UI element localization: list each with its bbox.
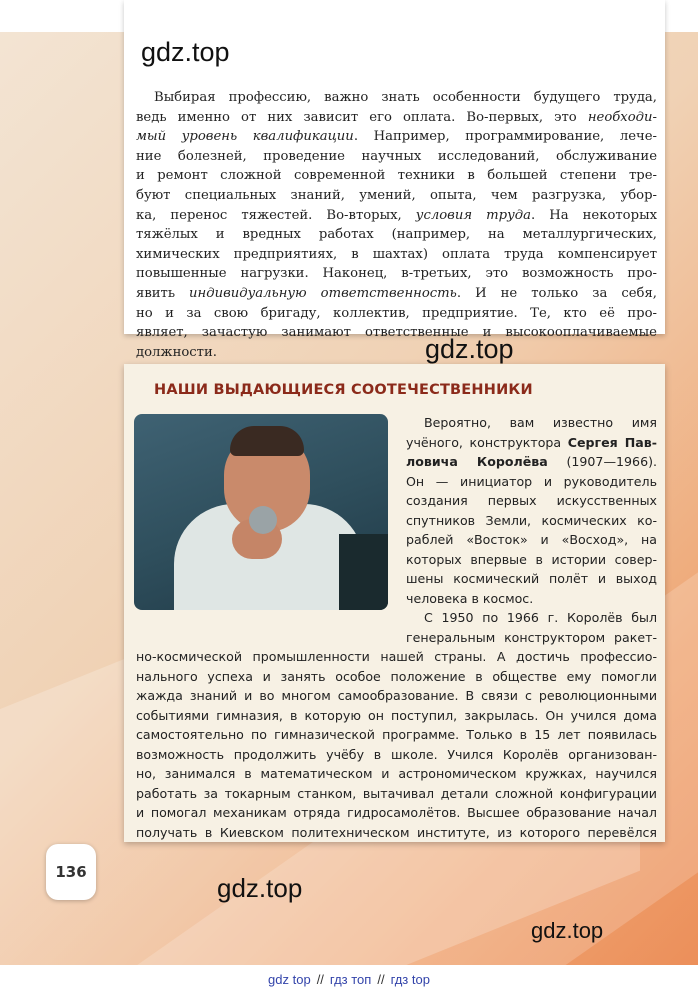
text-line: ведь именно от них зависит его оплата. Во-первых, это необходи- [136,109,657,125]
microphone-icon [249,506,277,534]
text-line: химических предприятиях, в шахтах) оплата труда компенсирует [136,246,657,262]
bottom-link[interactable]: гдз top [390,972,430,987]
text-line: человека в космос. [406,590,534,606]
photo-hair [230,426,304,456]
text-line: явить индивидуальную ответственность. И не только за себя, [136,285,657,301]
photo-equipment [339,534,388,610]
text-line: но и за свою бригаду, коллектив, предприятие. Те, кто её про- [136,305,657,321]
text-line: получать в Киевском политехническом институте, из которого перевёлся [136,824,657,840]
text-line: являет, зачастую занимают ответственные и высокооплачиваемые [136,325,657,341]
text-line: Выбирая профессию, важно знать особенности будущего труда, [154,90,657,105]
box-title: НАШИ ВЫДАЮЩИЕСЯ СООТЕЧЕСТВЕННИКИ [154,382,533,398]
text-line: которых впервые в истории совер- [406,551,657,567]
biography-full-text [136,608,657,842]
text-line: и помогал механикам отряда гидросамолётов. Высшее образование начал [136,805,657,820]
watermark: gdz.top [425,334,514,364]
text-line: мый уровень квалификации. Например, программирование, лече- [136,129,657,145]
text-line: событиями гимназия, в которую он поступил, закрылась. Он учился дома [136,707,657,723]
watermark: gdz.top [217,873,303,903]
text-line: нального успеха и занять особое положение в обществе ему помогли [136,668,657,684]
text-line: самостоятельно по гимназической программе. Только в 15 лет появилась [136,727,657,742]
watermark: gdz.top [141,37,230,67]
text-line: жажда знаний и во многом самообразование. В связи с революционными [136,688,657,703]
text-line: С 1950 по 1966 г. Королёв был [424,610,657,625]
text-line: тяжёлых и вредных работах (например, на металлургических, [136,227,657,243]
biography-side-text [406,413,657,608]
separator: // [377,972,385,987]
text-line: и ремонт сложной современной техники в большей степени тре- [136,168,657,184]
text-line: работать за токарным станком, вытачивал детали сложной конфигурации [136,785,657,801]
text-line: ка, перенос тяжестей. Во-вторых, условия труда. На некоторых [136,207,658,223]
korolev-photo [134,414,388,610]
main-paragraph [136,88,657,362]
text-line: буют специальных знаний, умений, опыта, чем разгрузка, убор- [136,187,657,203]
text-line: учёного, конструктора Сергея Пав- [406,434,657,450]
text-line: ние болезней, проведение научных исследований, обслуживание [136,148,657,164]
bottom-banner [0,965,698,997]
separator: // [316,972,324,987]
text-line: возможность продолжить учёбу в школе. Учился Королёв организован- [136,746,657,762]
text-line: Он — инициатор и руководитель [406,473,657,489]
text-line: но, занимался в математическом и астрономическом кружках, научился [136,766,657,781]
text-line: должности. [136,344,217,360]
text-line: Вероятно, вам известно имя [424,415,657,430]
text-line: создания первых искусственных [406,493,657,508]
text-line: генеральным конструктором ракет- [406,629,657,645]
text-line: ловича Королёва (1907—1966). [406,454,658,469]
text-line: но-космической промышленности нашей страны. А достичь профессио- [136,649,657,664]
bottom-link[interactable]: гдз топ [329,972,372,987]
text-line: шены космический полёт и выход [406,571,657,586]
watermark: gdz.top [531,918,604,943]
text-line: раблей «Восток» и «Восход», на [406,532,657,547]
bottom-link[interactable]: gdz top [268,972,311,987]
text-line: спутников Земли, космических ко- [406,512,657,528]
text-line: повышенные нагрузки. Наконец, в-третьих, это возможность про- [136,266,657,282]
page-number: 136 [46,844,96,900]
